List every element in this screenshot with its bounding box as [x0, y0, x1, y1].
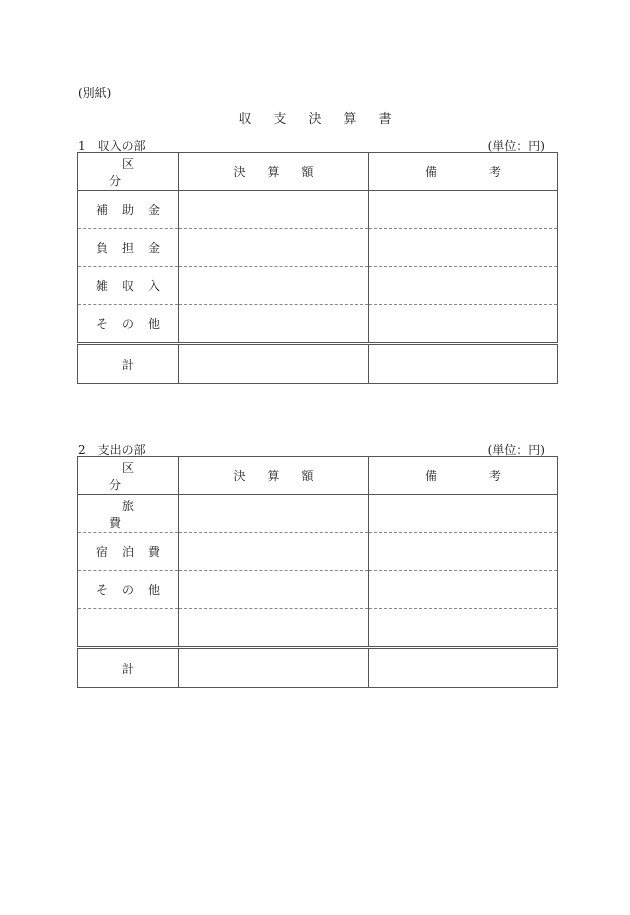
expense-row-amount-cell[interactable]: [179, 609, 369, 648]
table-row: [78, 229, 558, 267]
document-title: 収支決算書: [238, 112, 414, 127]
income-section-number: 1: [78, 139, 86, 153]
income-row-notes-cell[interactable]: [369, 229, 558, 267]
income-col-notes: 備考: [369, 153, 558, 191]
table-row: [78, 305, 558, 344]
expense-section-number: 2: [78, 443, 86, 457]
table-row: [78, 495, 558, 533]
table-row: [78, 609, 558, 648]
expense-col-category: 区分: [78, 457, 179, 495]
income-unit-label: (単位：円): [487, 139, 545, 153]
expense-row-amount-cell[interactable]: [179, 495, 369, 533]
income-row-category: 雑収入: [78, 267, 179, 305]
expense-table: [77, 456, 558, 688]
expense-row-notes-cell[interactable]: [369, 571, 558, 609]
income-table: [77, 152, 558, 384]
expense-row-amount-cell[interactable]: [179, 533, 369, 571]
table-row: [78, 267, 558, 305]
expense-row-amount-cell[interactable]: [179, 571, 369, 609]
income-col-category: 区分: [78, 153, 179, 191]
expense-total-label: 計: [78, 648, 179, 688]
expense-total-notes-cell[interactable]: [369, 648, 558, 688]
income-row-amount-cell[interactable]: [179, 267, 369, 305]
income-total-notes-cell[interactable]: [369, 344, 558, 384]
income-table-header-row: [78, 153, 558, 191]
table-row: [78, 191, 558, 229]
expense-row-category[interactable]: [78, 609, 179, 648]
expense-col-notes: 備考: [369, 457, 558, 495]
expense-total-amount-cell[interactable]: [179, 648, 369, 688]
income-total-row: [78, 344, 558, 384]
expense-row-category: その他: [78, 571, 179, 609]
income-row-amount-cell[interactable]: [179, 191, 369, 229]
income-row-notes-cell[interactable]: [369, 305, 558, 344]
income-col-amount: 決算額: [179, 153, 369, 191]
expense-row-category: 宿泊費: [78, 533, 179, 571]
income-row-category: その他: [78, 305, 179, 344]
expense-row-notes-cell[interactable]: [369, 533, 558, 571]
expense-unit-label: (単位：円): [487, 443, 545, 457]
income-row-notes-cell[interactable]: [369, 191, 558, 229]
table-row: [78, 533, 558, 571]
income-row-amount-cell[interactable]: [179, 305, 369, 344]
table-row: [78, 571, 558, 609]
expense-col-amount: 決算額: [179, 457, 369, 495]
attachment-label: (別紙): [78, 86, 112, 100]
income-total-label: 計: [78, 344, 179, 384]
income-section-heading: 収入の部: [97, 139, 146, 153]
expense-section-heading: 支出の部: [97, 443, 146, 457]
expense-row-notes-cell[interactable]: [369, 495, 558, 533]
expense-row-notes-cell[interactable]: [369, 609, 558, 648]
expense-table-header-row: [78, 457, 558, 495]
income-row-amount-cell[interactable]: [179, 229, 369, 267]
income-row-category: 補助金: [78, 191, 179, 229]
income-row-notes-cell[interactable]: [369, 267, 558, 305]
expense-row-category: 旅費: [78, 495, 179, 533]
expense-total-row: [78, 648, 558, 688]
income-total-amount-cell[interactable]: [179, 344, 369, 384]
income-row-category: 負担金: [78, 229, 179, 267]
